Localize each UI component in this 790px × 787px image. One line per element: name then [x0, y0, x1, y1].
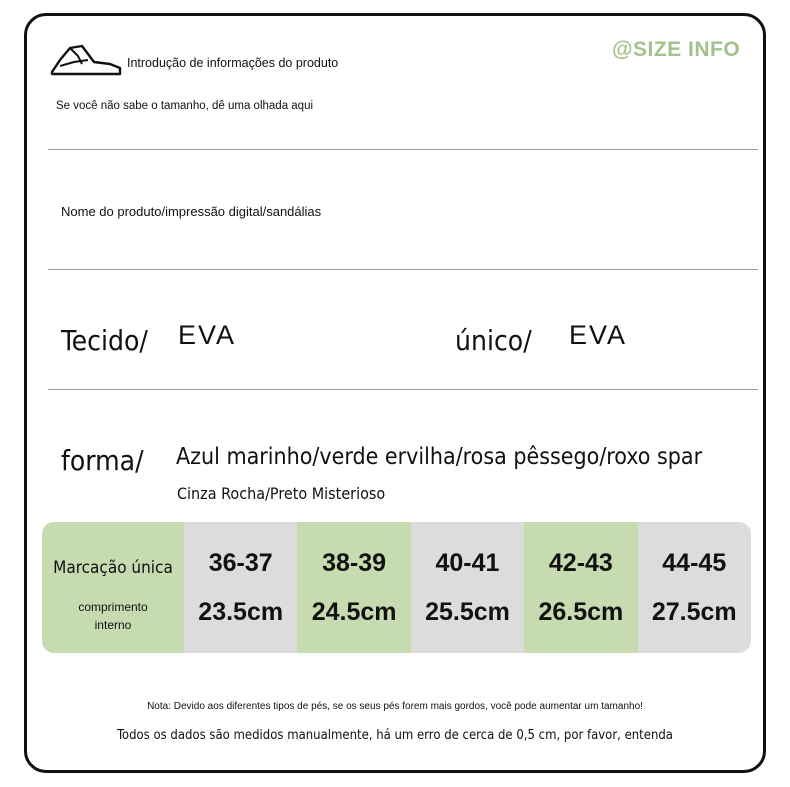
unique-value: EVA: [569, 320, 628, 350]
size-range: 44-45: [662, 549, 727, 577]
fabric-value: EVA: [178, 320, 237, 350]
size-column: [184, 522, 297, 653]
colors-line-1: Azul marinho/verde ervilha/rosa pêssego/roxo spar: [176, 444, 703, 470]
form-label: forma/: [61, 444, 144, 477]
size-column: [524, 522, 637, 653]
size-length: 27.5cm: [651, 598, 737, 626]
size-length: 25.5cm: [425, 598, 510, 626]
size-length: 26.5cm: [538, 598, 624, 626]
product-name-line: Nome do produto/impressão digital/sandálias: [61, 204, 322, 219]
inner-length-label: [42, 598, 184, 634]
size-range: 40-41: [435, 549, 500, 577]
size-info-heading: @SIZE INFO: [612, 38, 741, 61]
size-info-card: [24, 13, 766, 773]
divider: [48, 269, 758, 270]
fabric-label: Tecido/: [61, 324, 148, 357]
colors-line-2: Cinza Rocha/Preto Misterioso: [177, 484, 386, 503]
size-table: [42, 522, 751, 653]
divider: [48, 149, 758, 150]
inner-length-label-line2: interno: [94, 618, 132, 632]
size-column: [297, 522, 410, 653]
size-range: 38-39: [322, 549, 387, 577]
intro-title: Introdução de informações do produto: [127, 56, 339, 70]
sizing-note: Nota: Devido aos diferentes tipos de pés, se os seus pés forem mais gordos, você pode aumentar um tamanho!: [147, 701, 643, 712]
size-length: 23.5cm: [198, 598, 284, 626]
measurement-disclaimer: Todos os dados são medidos manualmente, há um erro de cerca de 0,5 cm, por favor, entenda: [117, 728, 673, 743]
size-hint: Se você não sabe o tamanho, dê uma olhada aqui: [56, 100, 314, 112]
size-column: [411, 522, 524, 653]
size-range: 42-43: [548, 549, 613, 577]
size-table-header-column: [42, 522, 184, 653]
size-length: 24.5cm: [311, 598, 397, 626]
divider: [48, 389, 758, 390]
unique-label: único/: [455, 324, 532, 357]
size-column: [638, 522, 751, 653]
size-marking-label: Marcação única: [53, 558, 173, 578]
size-range: 36-37: [208, 549, 273, 577]
inner-length-label-line1: comprimento: [78, 600, 148, 614]
sandal-icon: [48, 42, 122, 78]
